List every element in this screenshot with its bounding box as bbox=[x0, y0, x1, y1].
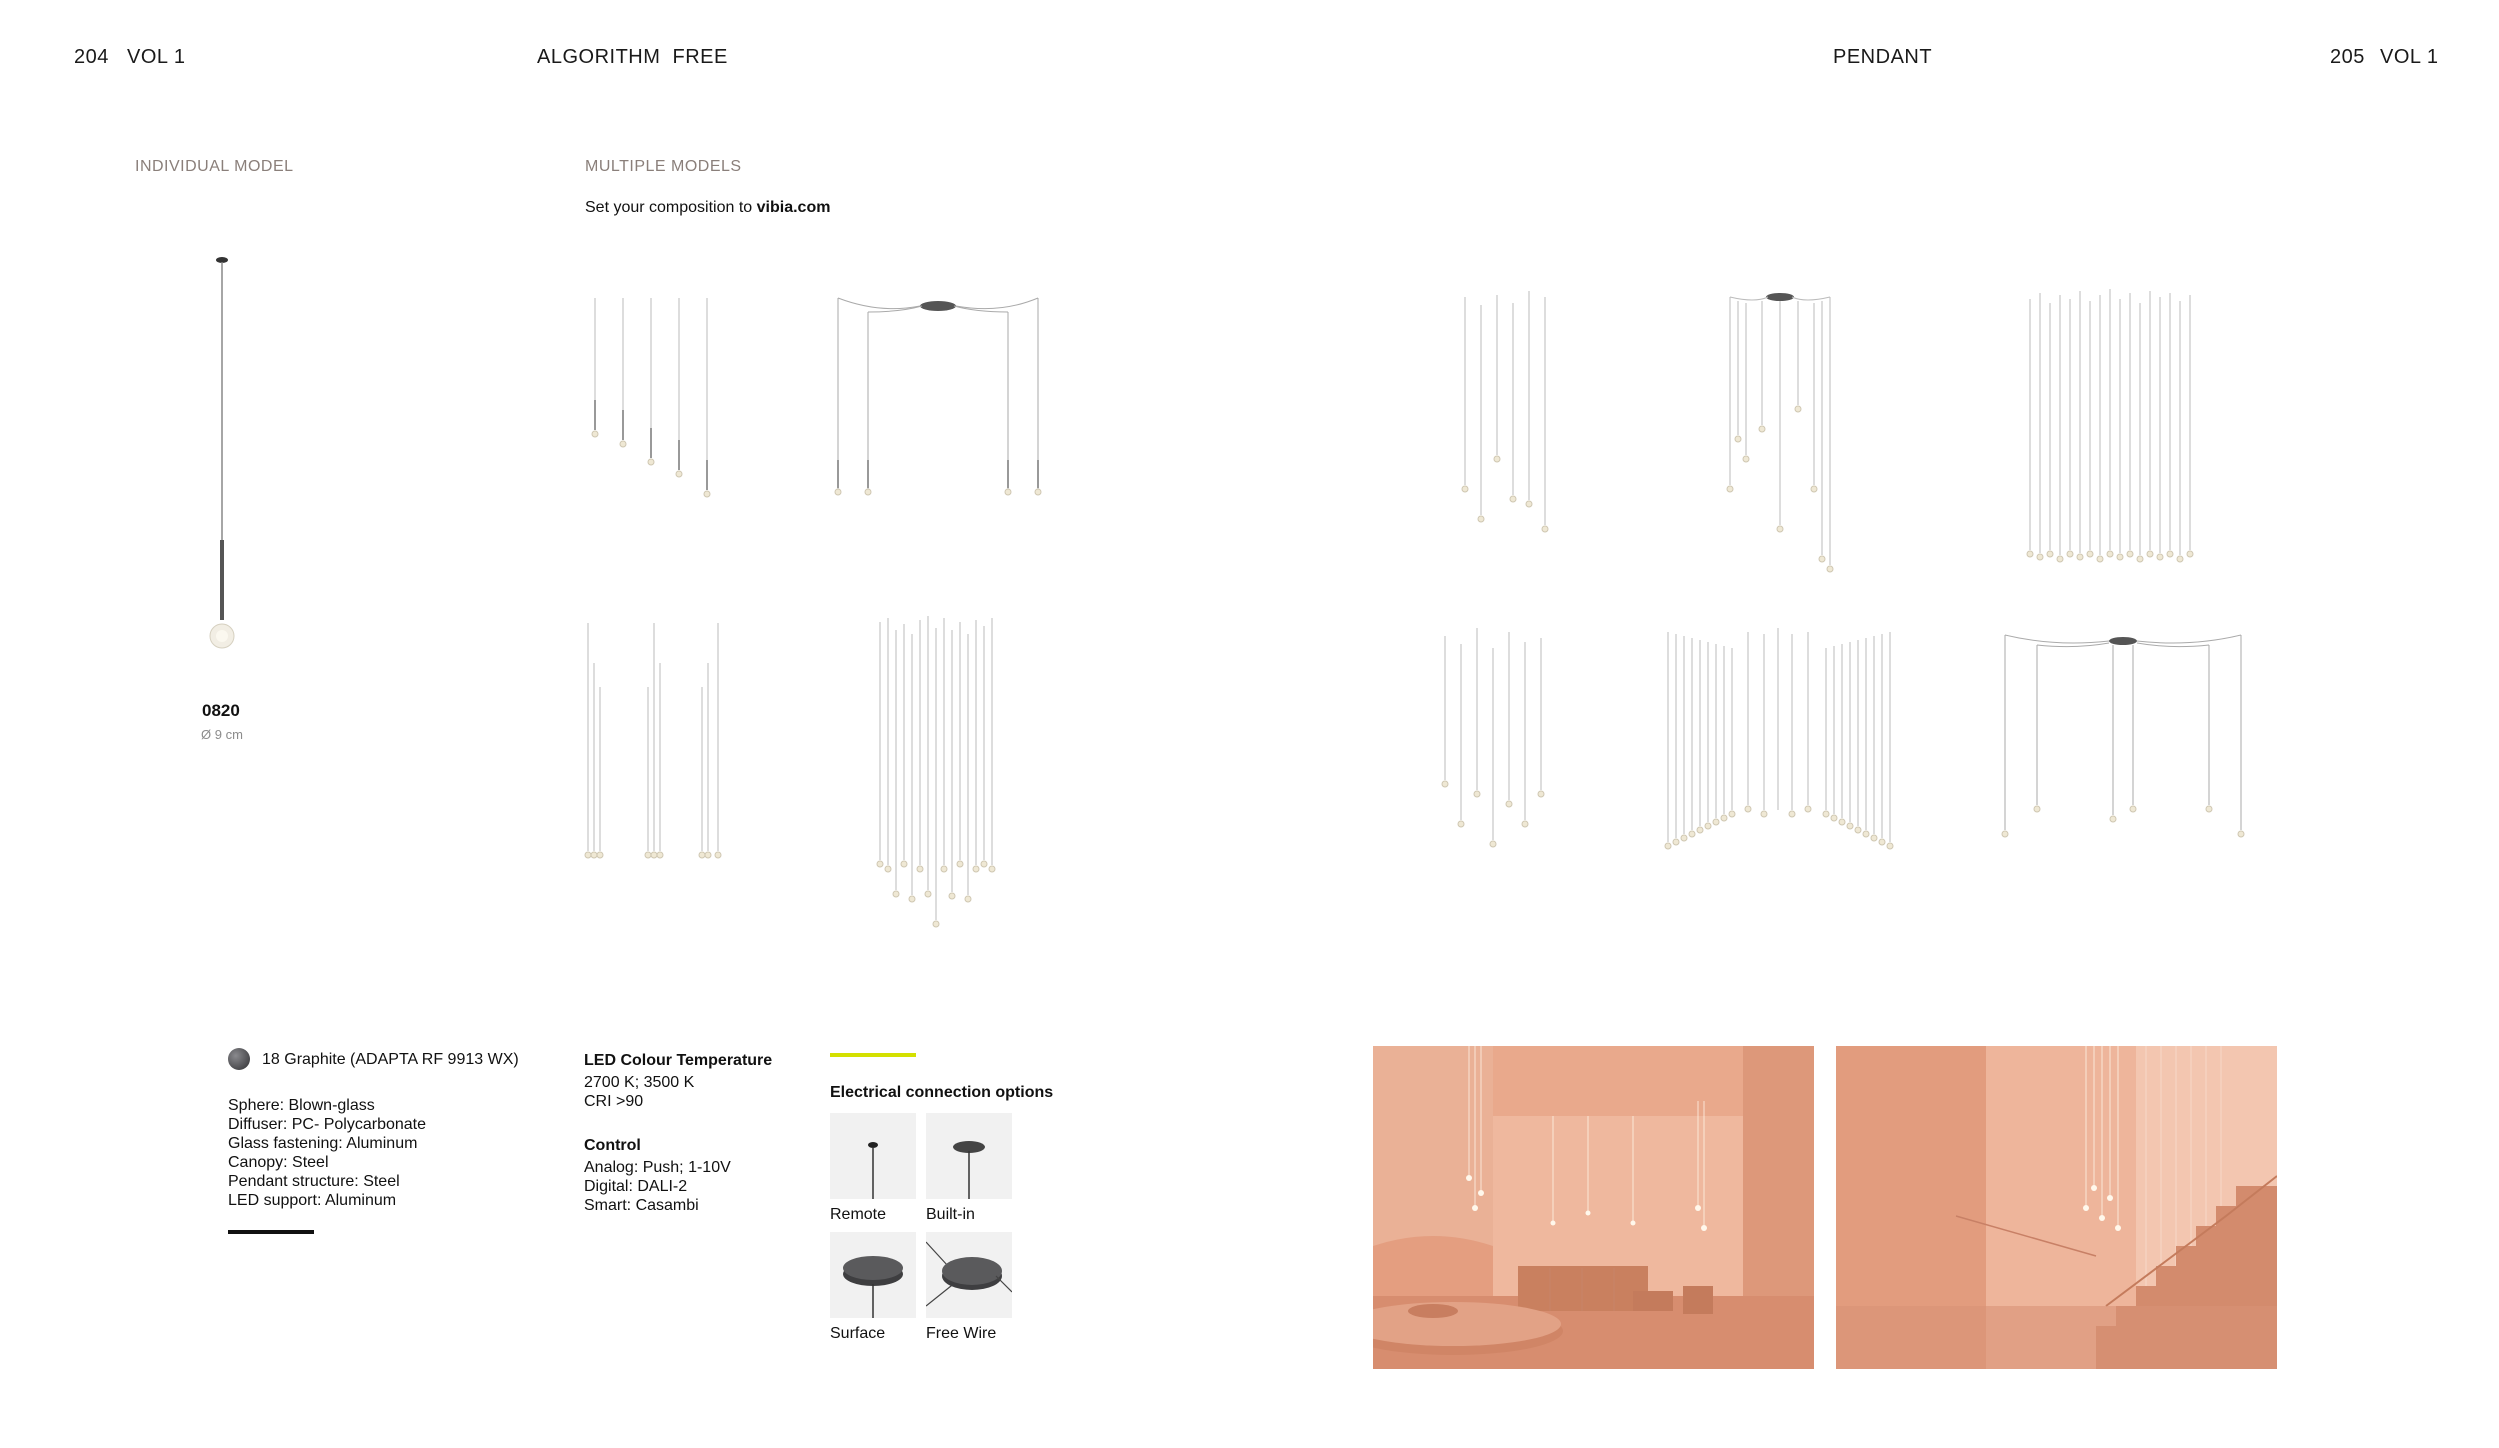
led-title: LED Colour Temperature bbox=[584, 1052, 773, 1069]
composition-prefix: Set your composition to bbox=[585, 199, 757, 216]
finish-label: 18 Graphite (ADAPTA RF 9913 WX) bbox=[262, 1051, 519, 1068]
model-code: 0820 bbox=[202, 701, 240, 720]
led-line: 2700 K; 3500 K bbox=[584, 1074, 695, 1091]
builtin-label: Built-in bbox=[926, 1206, 975, 1223]
surface-label: Surface bbox=[830, 1325, 886, 1342]
control-title: Control bbox=[584, 1137, 641, 1154]
category-title: PENDANT bbox=[1833, 46, 1933, 68]
composition-canopy-wide bbox=[1995, 625, 2255, 840]
material-item: Glass fastening: Aluminum bbox=[228, 1135, 418, 1152]
builtin-option-thumb[interactable] bbox=[926, 1113, 1012, 1199]
composition-canopy-frame bbox=[830, 290, 1060, 500]
control-line: Digital: DALI-2 bbox=[584, 1178, 688, 1195]
model-size: Ø 9 cm bbox=[201, 727, 243, 742]
freewire-label: Free Wire bbox=[926, 1325, 997, 1342]
freewire-canopy-icon bbox=[926, 1232, 1012, 1318]
collection-title: ALGORITHM FREE bbox=[537, 46, 728, 68]
control-block bbox=[584, 1136, 731, 1215]
remote-label: Remote bbox=[830, 1206, 887, 1223]
interior-photo-staircase bbox=[1836, 1046, 2277, 1369]
materials-divider bbox=[228, 1230, 314, 1234]
right-page-number: 205 bbox=[2330, 46, 2365, 68]
builtin-canopy-icon bbox=[926, 1113, 1012, 1199]
composition-corner-curtain bbox=[1660, 620, 1910, 855]
accent-bar bbox=[830, 1053, 916, 1057]
left-volume: VOL 1 bbox=[127, 46, 186, 68]
interior-photo-lounge bbox=[1373, 1046, 1814, 1369]
material-item: Sphere: Blown-glass bbox=[228, 1097, 375, 1114]
freewire-option-thumb[interactable] bbox=[926, 1232, 1012, 1318]
electrical-title: Electrical connection options bbox=[830, 1084, 1054, 1101]
surface-option-thumb[interactable] bbox=[830, 1232, 916, 1318]
composition-text bbox=[585, 198, 830, 217]
materials-list bbox=[228, 1096, 426, 1210]
remote-option-thumb[interactable] bbox=[830, 1113, 916, 1199]
right-volume: VOL 1 bbox=[2380, 46, 2439, 68]
composition-canopy-cascade bbox=[1720, 285, 1850, 575]
vibia-link[interactable]: vibia.com bbox=[756, 199, 831, 216]
individual-lamp-drawing bbox=[190, 250, 260, 660]
material-item: Canopy: Steel bbox=[228, 1154, 329, 1171]
led-block bbox=[584, 1051, 772, 1111]
multiple-models-label: MULTIPLE MODELS bbox=[585, 158, 742, 175]
composition-three-clusters bbox=[578, 615, 728, 865]
individual-model-label: INDIVIDUAL MODEL bbox=[135, 158, 294, 175]
composition-curtain bbox=[2020, 285, 2210, 565]
led-line: CRI >90 bbox=[584, 1093, 644, 1110]
composition-five-pendants bbox=[585, 290, 725, 500]
material-item: LED support: Aluminum bbox=[228, 1192, 397, 1209]
composition-six-pendants bbox=[1455, 285, 1575, 535]
material-item: Diffuser: PC- Polycarbonate bbox=[228, 1116, 427, 1133]
control-line: Analog: Push; 1-10V bbox=[584, 1159, 731, 1176]
finish-swatch bbox=[228, 1048, 250, 1070]
remote-canopy-icon bbox=[830, 1113, 916, 1199]
left-page-number: 204 bbox=[74, 46, 109, 68]
material-item: Pendant structure: Steel bbox=[228, 1173, 400, 1190]
control-line: Smart: Casambi bbox=[584, 1197, 699, 1214]
composition-dense-cluster bbox=[870, 610, 1010, 930]
surface-canopy-icon bbox=[830, 1232, 916, 1318]
composition-staggered bbox=[1435, 620, 1575, 850]
